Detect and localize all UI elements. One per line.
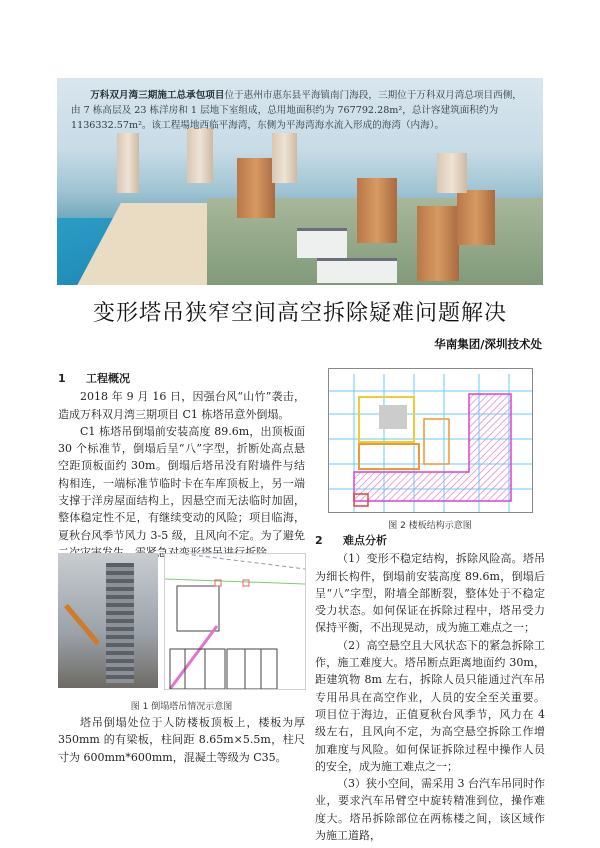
floor-slab-drawing [328, 368, 533, 513]
section-2-heading [315, 532, 545, 549]
building [437, 153, 467, 193]
left-column [58, 370, 305, 561]
drawing-svg [165, 554, 305, 689]
building [237, 158, 275, 218]
caption-project-name: 万科双月湾三期施工总承包项目 [90, 90, 225, 101]
paragraph: （1）变形不稳定结构，拆除风险高。塔吊为细长构件，倒塌前安装高度 89.6m，倒塌后呈“八”字型，附墙全部断裂，整体处于不稳定受力状态。如何保证在拆除过程中，塔吊受力保持平衡，不出现晃动，成为施工难点之一； [315, 552, 545, 635]
building-tower [106, 563, 134, 683]
building [417, 206, 459, 281]
author: 华南集团/深圳技术处 [434, 337, 542, 351]
building [457, 190, 495, 245]
project-aerial-photo [57, 78, 543, 285]
right-column [315, 532, 545, 844]
figure-2-caption: 图 2 楼板结构示意图 [388, 521, 472, 531]
collapsed-crane-photo [58, 553, 158, 688]
left-column-bottom [58, 714, 305, 766]
floor-plan-svg [329, 369, 533, 513]
building [272, 133, 297, 183]
section-title: 难点分析 [343, 534, 387, 547]
caption-text: 位于惠州市惠东县平海镇南门海段，三期位于万科双月湾总项目西侧，由 7 栋高层及 23 栋洋房和 1 层地下室组成，总用地面积约为 767792.28m²，总计容建筑面积约为 1136332.57m²。该工程場地西临平海湾，东侧为平海湾海水流入形成的海湾（内海）。 [71, 90, 522, 131]
section-number: 2 [315, 534, 323, 547]
villa-block [297, 228, 347, 258]
building [187, 128, 213, 183]
paragraph: C1 栋塔吊倒塌前安装高度 89.6m，出顶板面 30 个标准节，倒塌后呈“八”字型，折断处高点悬空距顶板面约 30m。倒塌后塔吊没有附墙件与结构相连，一端标准节临时卡在车库顶板上，另一端支撑于洋房屋面结构上，因悬空而无法临时加固，整体稳定性不足，有继续变动的风险；项目临海，夏秋台风季节风力 3-5 级，且风向不定。为了避免 急 [58, 424, 305, 559]
section-title: 工程概况 [86, 372, 130, 385]
paragraph: 2018 年 9 月 16 日，因强台风“山竹”袭击，造成万科双月湾三期项目 C1 栋塔吊意外倒塌。 [58, 390, 305, 421]
building [117, 133, 139, 193]
section-1-heading [58, 370, 305, 387]
paragraph: 塔吊倒塌处位于人防楼板顶板上，楼板为厚 350mm 的有梁板，柱间距 8.65m×5.5m，柱尺寸为 600mm*600mm，混凝土等级为 C35。 [58, 716, 305, 764]
banner-caption [71, 88, 531, 133]
figure-1-caption: 图 1 倒塌塔吊情况示意图 [130, 702, 233, 712]
collapse-site-drawing [164, 553, 306, 690]
section-number: 1 [58, 372, 66, 385]
paragraph: （2）高空悬空且大风状态下的紧急拆除工作，施工难度大。塔吊断点距离地面约 30m，距建筑物 8m 左右，拆除人员只能通过汽车吊专用吊具在高空作业，人员的安全至关重要。项目位于海边，正值夏秋台风季节，风力在 4 级左右，且风向不定，为高空悬空拆除工作增加难度与风险。如何保证拆除过程中操作人员的安全，成为施工难点之一； [315, 638, 545, 773]
article-title: 变形塔吊狭窄空间高空拆除疑难问题解决 [92, 301, 507, 326]
building [357, 178, 397, 243]
paragraph: （3）狭小空间，需采用 3 台汽车吊同时作业，要求汽车吊臂空中旋转精准到位，操作难度大。塔吊拆除部位在两栋楼之间，该区域作为施工道路， [315, 777, 545, 843]
crane-arm [64, 604, 100, 646]
villa-block [317, 258, 397, 283]
